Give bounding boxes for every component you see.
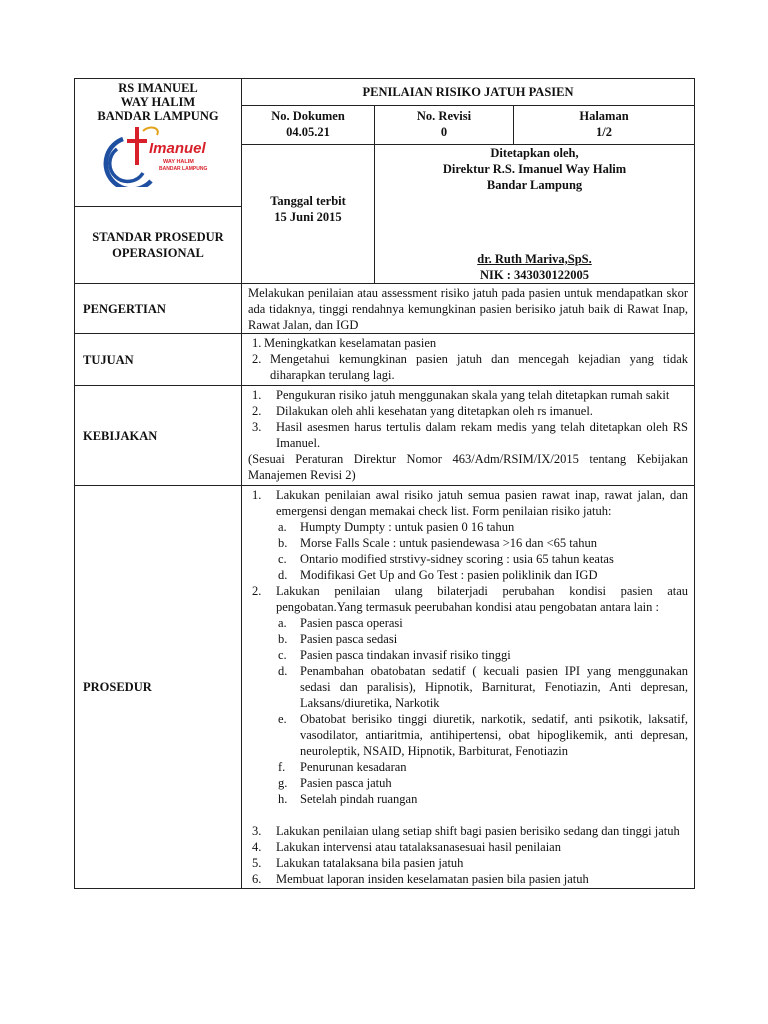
document-title: PENILAIAN RISIKO JATUH PASIEN	[242, 79, 695, 106]
signer-name: dr. Ruth Mariva,SpS.	[477, 252, 592, 266]
approval-line2: Direktur R.S. Imanuel Way Halim	[442, 162, 627, 176]
sop-document	[74, 78, 694, 889]
signer-nik: NIK : 343030122005	[479, 268, 590, 282]
prosedur-item: 3. Lakukan penilaian ulang setiap shift bagi pasien berisiko sedang dan tinggi jatuh	[252, 824, 680, 838]
logo-wordmark: Imanuel	[149, 140, 206, 157]
doc-number-label: No. Dokumen	[271, 109, 345, 123]
page-value: 1/2	[596, 125, 612, 139]
prosedur-subitem: b. Pasien pasca sedasi	[278, 632, 398, 646]
tujuan-item: 1. Meningkatkan keselamatan pasien	[252, 336, 437, 350]
hospital-name-line2: WAY HALIM	[120, 95, 196, 109]
kebijakan-note: (Sesuai Peraturan Direktur Nomor 463/Adm/RSIM/IX/2015 tentang Kebijakan Manajemen Revisi 2)	[248, 452, 689, 482]
prosedur-subitem: f. Penurunan kesadaran	[278, 760, 407, 774]
revision-cell	[375, 106, 514, 145]
sop-label-cell	[75, 207, 242, 284]
prosedur-subitem: d. Penambahan obatobatan sedatif ( kecuali pasien IPI yang menggunakan sedasi dan paralisis), Hipnotik, Barniturat, Fenotiazin, Anti depresan, Laksans/diuretika, Narkotik	[278, 664, 689, 710]
issue-date-value: 15 Juni 2015	[274, 210, 342, 224]
kebijakan-label: KEBIJAKAN	[75, 386, 242, 486]
pengertian-label: PENGERTIAN	[75, 284, 242, 334]
prosedur-subitem: a. Pasien pasca operasi	[278, 616, 403, 630]
prosedur-subitem: d. Modifikasi Get Up and Go Test : pasien poliklinik dan IGD	[278, 568, 598, 582]
prosedur-subitem: g. Pasien pasca jatuh	[278, 776, 392, 790]
issue-date-cell	[242, 145, 375, 284]
prosedur-subitem: h. Setelah pindah ruangan	[278, 792, 418, 806]
sop-table	[74, 78, 695, 889]
hospital-logo-graphic	[103, 125, 213, 187]
kebijakan-item: 3. Hasil asesmen harus tertulis dalam rekam medis yang telah ditetapkan oleh RS Imanuel.	[252, 420, 689, 450]
issue-date-label: Tanggal terbit	[270, 194, 346, 208]
hospital-logo	[103, 125, 213, 195]
tujuan-content	[242, 334, 695, 386]
page-label: Halaman	[579, 109, 629, 123]
approval-cell	[375, 145, 695, 284]
hospital-name-line1: RS IMANUEL	[118, 81, 198, 95]
prosedur-item: 5. Lakukan tatalaksana bila pasien jatuh	[252, 856, 464, 870]
approval-line1: Ditetapkan oleh,	[490, 146, 579, 160]
logo-subtext2: BANDAR LAMPUNG	[159, 166, 208, 172]
prosedur-label: PROSEDUR	[75, 486, 242, 889]
prosedur-subitem: b. Morse Falls Scale : untuk pasiendewasa >16 dan <65 tahun	[278, 536, 598, 550]
logo-subtext1: WAY HALIM	[163, 159, 194, 165]
sop-label-line2: OPERASIONAL	[112, 246, 204, 260]
prosedur-item: 2. Lakukan penilaian ulang bilaterjadi perubahan kondisi pasien atau pengobatan.Yang termasuk peerubahan kondisi atau pengobatan antara lain :	[252, 584, 689, 614]
page-cell	[514, 106, 695, 145]
revision-value: 0	[440, 125, 448, 139]
approval-line3: Bandar Lampung	[486, 178, 583, 192]
kebijakan-item: 2. Dilakukan oleh ahli kesehatan yang ditetapkan oleh rs imanuel.	[252, 404, 593, 418]
hospital-name-line3: BANDAR LAMPUNG	[97, 109, 219, 123]
prosedur-subitem: e. Obatobat berisiko tinggi diuretik, narkotik, sedatif, anti psikotik, laksatif, vasodilator, antiaritmia, antihipertensi, obat hipoglikemik, anti depresan, neuroleptik, NSAID, Hipnotik, Barbiturat, Fenotiazin	[278, 712, 689, 758]
prosedur-content	[242, 486, 695, 889]
doc-number-cell	[242, 106, 375, 145]
hospital-identity-cell	[75, 79, 242, 207]
prosedur-item: 6. Membuat laporan insiden keselamatan pasien bila pasien jatuh	[252, 872, 589, 886]
sop-label-line1: STANDAR PROSEDUR	[92, 230, 224, 244]
prosedur-subitem: c. Ontario modified strstivy-sidney scoring : usia 65 tahun keatas	[278, 552, 614, 566]
kebijakan-item: 1. Pengukuran risiko jatuh menggunakan skala yang telah ditetapkan rumah sakit	[252, 388, 670, 402]
pengertian-text: Melakukan penilaian atau assessment risiko jatuh pada pasien untuk mendapatkan skor ada tidaknya, tinggi rendahnya kemungkinan pasien berisiko jatuh baik di Rawat Inap, Rawat Jalan, dan IGD	[242, 284, 695, 334]
doc-number-value: 04.05.21	[286, 125, 330, 139]
prosedur-subitem: c. Pasien pasca tindakan invasif risiko tinggi	[278, 648, 511, 662]
tujuan-item: 2. Mengetahui kemungkinan pasien jatuh dan mencegah kejadian yang tidak diharapkan terulang lagi.	[252, 352, 689, 382]
prosedur-item: 1. Lakukan penilaian awal risiko jatuh semua pasien rawat inap, rawat jalan, dan emergensi dengan memakai check list. Form penilaian risiko jatuh:	[252, 488, 689, 518]
prosedur-item: 4. Lakukan intervensi atau tatalaksanasesuai hasil penilaian	[252, 840, 561, 854]
kebijakan-content	[242, 386, 695, 486]
tujuan-label: TUJUAN	[75, 334, 242, 386]
prosedur-subitem: a. Humpty Dumpty : untuk pasien 0 16 tahun	[278, 520, 515, 534]
revision-label: No. Revisi	[416, 109, 472, 123]
